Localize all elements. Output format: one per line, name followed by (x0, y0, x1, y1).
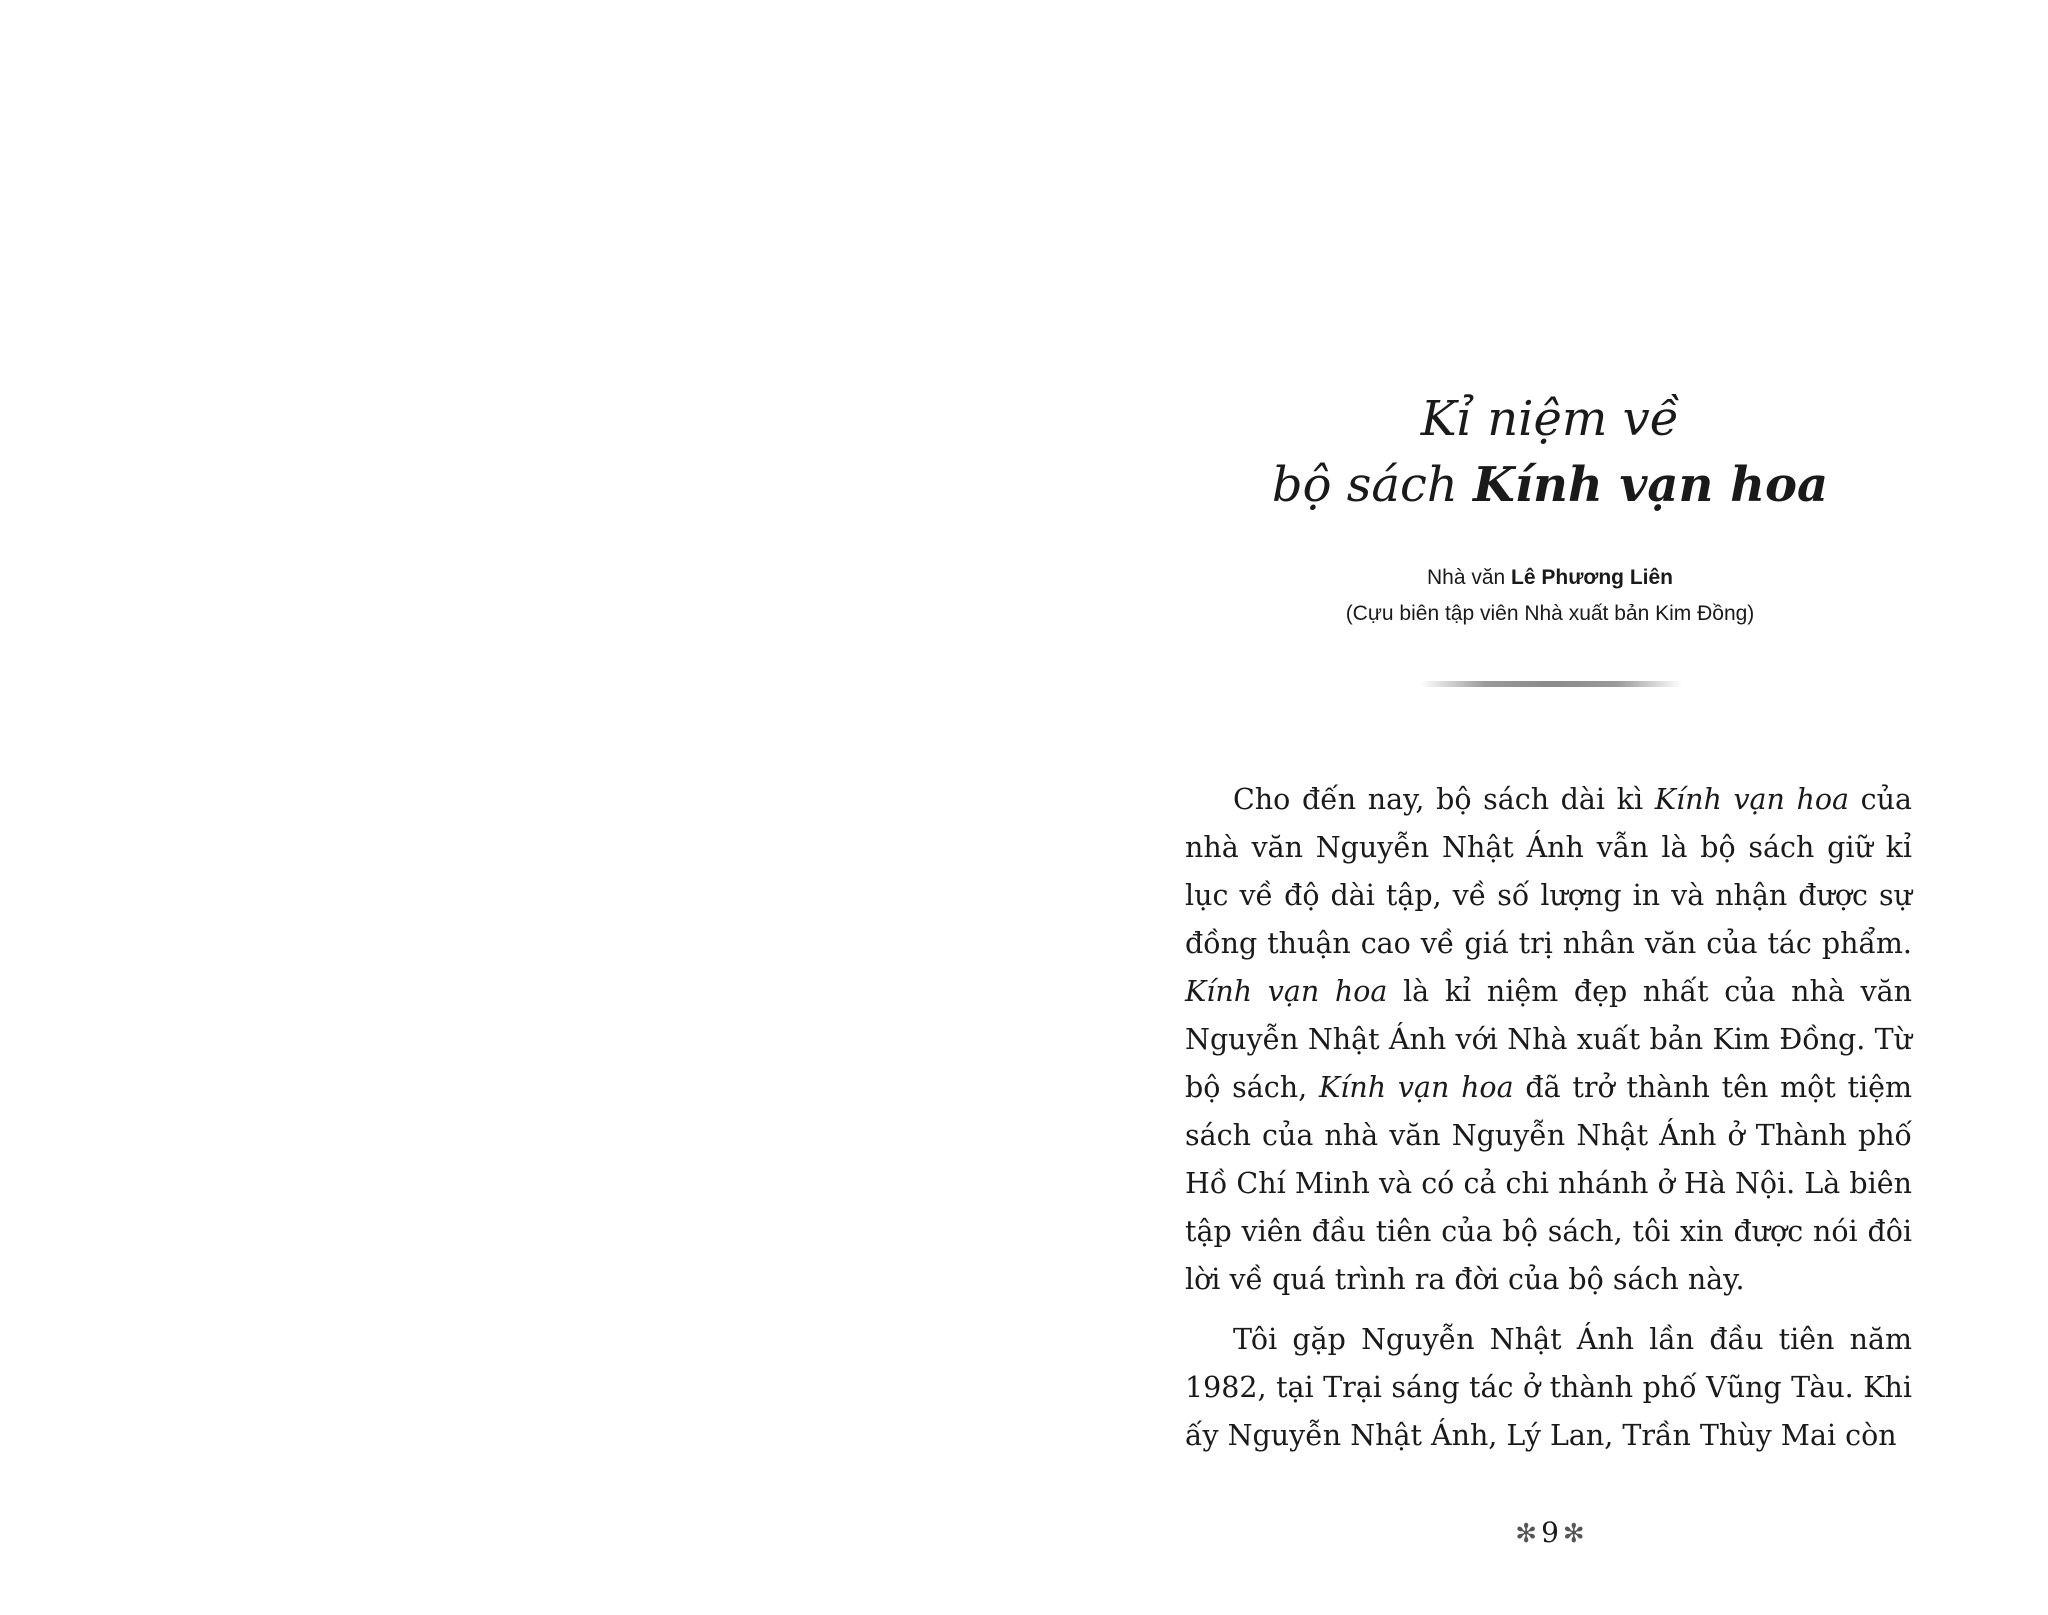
paragraph-1-italic-2: Kính vạn hoa (1185, 975, 1388, 1008)
chapter-title-line-2-prefix: bộ sách (1271, 457, 1474, 513)
author-name: Lê Phương Liên (1511, 566, 1674, 589)
paragraph-1-italic-1: Kính vạn hoa (1654, 783, 1850, 816)
chapter-title (1160, 386, 1940, 518)
paragraph-1-text-3: là kỉ niệm đẹp nhất của nhà văn Nguyễn Nhật Ánh với Nhà xuất bản Kim Đồng. Từ bộ sách, (1185, 975, 1912, 1104)
asterisk-ornament-icon: ✻ (1515, 1519, 1538, 1549)
body-text (1185, 776, 1912, 1472)
paragraph-1-text-4: đã trở thành tên một tiệm sách của nhà văn Nguyễn Nhật Ánh ở Thành phố Hồ Chí Minh và có cả chi nhánh ở Hà Nội. Là biên tập viên đầu tiên của bộ sách, tôi xin được nói đôi lời về quá trình ra đời của bộ sách này. (1185, 1071, 1912, 1296)
chapter-title-line-1: Kỉ niệm về (1420, 391, 1680, 447)
paragraph-1-text-2: của nhà văn Nguyễn Nhật Ánh vẫn là bộ sách giữ kỉ lục về độ dài tập, về số lượng in và nhận được sự đồng thuận cao về giá trị nhân văn của tác phẩm. (1185, 783, 1912, 960)
paragraph-2: Tôi gặp Nguyễn Nhật Ánh lần đầu tiên năm 1982, tại Trại sáng tác ở thành phố Vũng Tàu. Khi ấy Nguyễn Nhật Ánh, Lý Lan, Trần Thùy Mai còn (1185, 1323, 1912, 1452)
paragraph-1 (1185, 776, 1912, 1304)
author-byline (1160, 560, 1940, 632)
paragraph-1-text-1: Cho đến nay, bộ sách dài kì (1233, 783, 1655, 816)
section-divider (1420, 681, 1682, 687)
page-number-value: 9 (1541, 1516, 1559, 1549)
chapter-title-book-name: Kính vạn hoa (1473, 457, 1829, 513)
page-number (1500, 1515, 1600, 1552)
paragraph-1-italic-3: Kính vạn hoa (1318, 1071, 1514, 1104)
author-prefix: Nhà văn (1426, 566, 1512, 589)
author-role: (Cựu biên tập viên Nhà xuất bản Kim Đồng) (1345, 602, 1755, 625)
author-line (1160, 560, 1940, 596)
chapter-title-line-2 (1160, 452, 1940, 518)
asterisk-ornament-icon: ✻ (1562, 1519, 1585, 1549)
